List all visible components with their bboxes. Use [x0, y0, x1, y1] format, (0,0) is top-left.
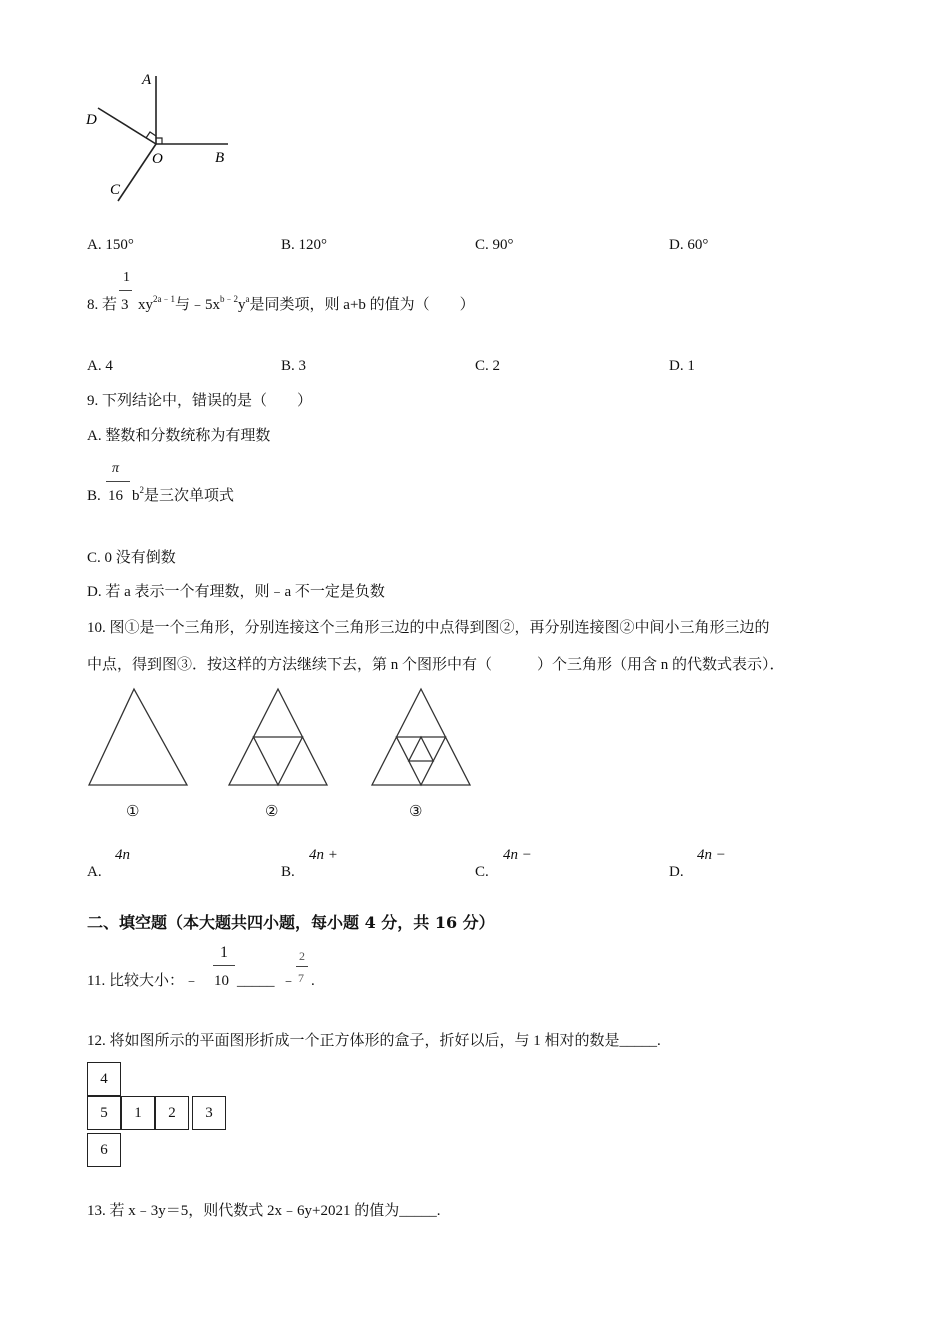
- q8-tail: 是同类项，则 a+b 的值为（ ）: [249, 297, 475, 313]
- fig-label-3: ③: [409, 804, 423, 820]
- q9-b-exponent: 2: [139, 485, 144, 495]
- q9-option-d: D. 若 a 表示一个有理数，则﹣a 不一定是负数: [87, 584, 385, 600]
- q10-option-d-letter: D.: [669, 864, 684, 880]
- q7-option-b: B. 120°: [281, 237, 328, 253]
- q7-option-a: A. 150°: [87, 237, 134, 253]
- section-heading: 二、填空题（本大题共四小题，每小题 4 分，共 16 分）: [87, 913, 495, 932]
- q8-term1-exponent: 2a﹣1: [153, 294, 175, 304]
- q11-frac1-denominator: 10: [214, 973, 229, 989]
- q10-option-b-expr: 4n +: [309, 847, 338, 863]
- q8-term2-y-exponent: a: [245, 294, 250, 304]
- q9-b-frac-numerator: π: [112, 461, 120, 476]
- label-B: B: [215, 150, 225, 166]
- q8-term2-y: y: [238, 297, 246, 313]
- net-cell-5: 5: [87, 1096, 121, 1130]
- net-cell-2: 2: [155, 1096, 189, 1130]
- label-O: O: [152, 151, 163, 167]
- q9-option-b-letter: B.: [87, 488, 101, 504]
- q10-stem-line1: 10. 图①是一个三角形，分别连接这个三角形三边的中点得到图②，再分别连接图②中间小三角形三边的: [87, 620, 770, 636]
- triangle-fig3-inner: [409, 737, 434, 761]
- q10-option-d-expr: 4n −: [697, 847, 726, 863]
- net-cell-4: 4: [87, 1062, 121, 1096]
- q11-frac1-numerator: 1: [220, 944, 228, 961]
- q8-mid: 与﹣5x: [175, 297, 221, 313]
- q8-number: 8. 若: [87, 297, 118, 313]
- label-D: D: [86, 112, 97, 128]
- q8-frac-denominator: 3: [121, 297, 129, 313]
- net-cell-1: 1: [121, 1096, 155, 1130]
- q11-prefix: 11. 比较大小：﹣: [87, 973, 199, 989]
- q11-frac1-bar: [213, 965, 235, 966]
- net-cell-3: 3: [192, 1096, 226, 1130]
- q11-end: .: [311, 973, 315, 989]
- angle-figure: [80, 66, 250, 211]
- ray-OD: [98, 108, 156, 144]
- q11-blank: _____: [237, 973, 275, 989]
- q9-b-tail: 是三次单项式: [144, 488, 235, 504]
- q10-option-a-expr: 4n: [115, 847, 130, 863]
- label-A: A: [142, 72, 152, 88]
- q9-option-a: A. 整数和分数统称为有理数: [87, 428, 271, 444]
- fig-label-1: ①: [126, 804, 140, 820]
- q13-stem: 13. 若 x﹣3y＝5，则代数式 2x﹣6y+2021 的值为_____.: [87, 1203, 441, 1219]
- q9-b-variable: b: [132, 488, 140, 504]
- right-angle-mark-AOB: [156, 138, 162, 144]
- q10-option-a-letter: A.: [87, 864, 102, 880]
- q11-frac2-numerator: 2: [299, 949, 305, 963]
- q9-b-frac-denominator: 16: [108, 488, 123, 504]
- q8-option-d: D. 1: [669, 358, 695, 374]
- q7-option-d: D. 60°: [669, 237, 709, 253]
- triangle-fig1: [89, 689, 187, 785]
- q9-option-b-term: [132, 487, 234, 506]
- q11-minus: ﹣: [281, 973, 297, 989]
- q8-expression: [138, 296, 475, 315]
- q11-frac2-denominator: 7: [298, 971, 304, 985]
- ray-OC: [118, 144, 156, 201]
- triangle-fig2-inner: [254, 737, 303, 785]
- q9-stem: 9. 下列结论中，错误的是（ ）: [87, 393, 313, 409]
- q8-option-c: C. 2: [475, 358, 501, 374]
- q10-stem-line2: 中点，得到图③．按这样的方法继续下去，第 n 个图形中有（ ）个三角形（用含 n 的代数式表示）．: [87, 657, 785, 673]
- q8-option-a: A. 4: [87, 358, 113, 374]
- q8-frac-numerator: 1: [123, 270, 130, 285]
- q8-term1: xy: [138, 297, 153, 313]
- net-cell-6: 6: [87, 1133, 121, 1167]
- label-C: C: [110, 182, 121, 198]
- q8-option-b: B. 3: [281, 358, 307, 374]
- q10-option-c-expr: 4n −: [503, 847, 532, 863]
- q9-option-c: C. 0 没有倒数: [87, 550, 176, 566]
- q8-frac-bar: [119, 290, 132, 291]
- right-angle-mark-DOC: [146, 132, 156, 138]
- q10-option-b-letter: B.: [281, 864, 295, 880]
- q10-option-c-letter: C.: [475, 864, 489, 880]
- fig-label-2: ②: [265, 804, 279, 820]
- q8-term2-exponent: b﹣2: [220, 294, 239, 304]
- triangle-figures: [84, 686, 484, 796]
- q12-stem: 12. 将如图所示的平面图形折成一个正方体形的盒子，折好以后，与 1 相对的数是_____.: [87, 1033, 661, 1049]
- q7-option-c: C. 90°: [475, 237, 514, 253]
- q11-frac2-bar: [296, 966, 308, 967]
- q9-b-frac-bar: [106, 481, 130, 482]
